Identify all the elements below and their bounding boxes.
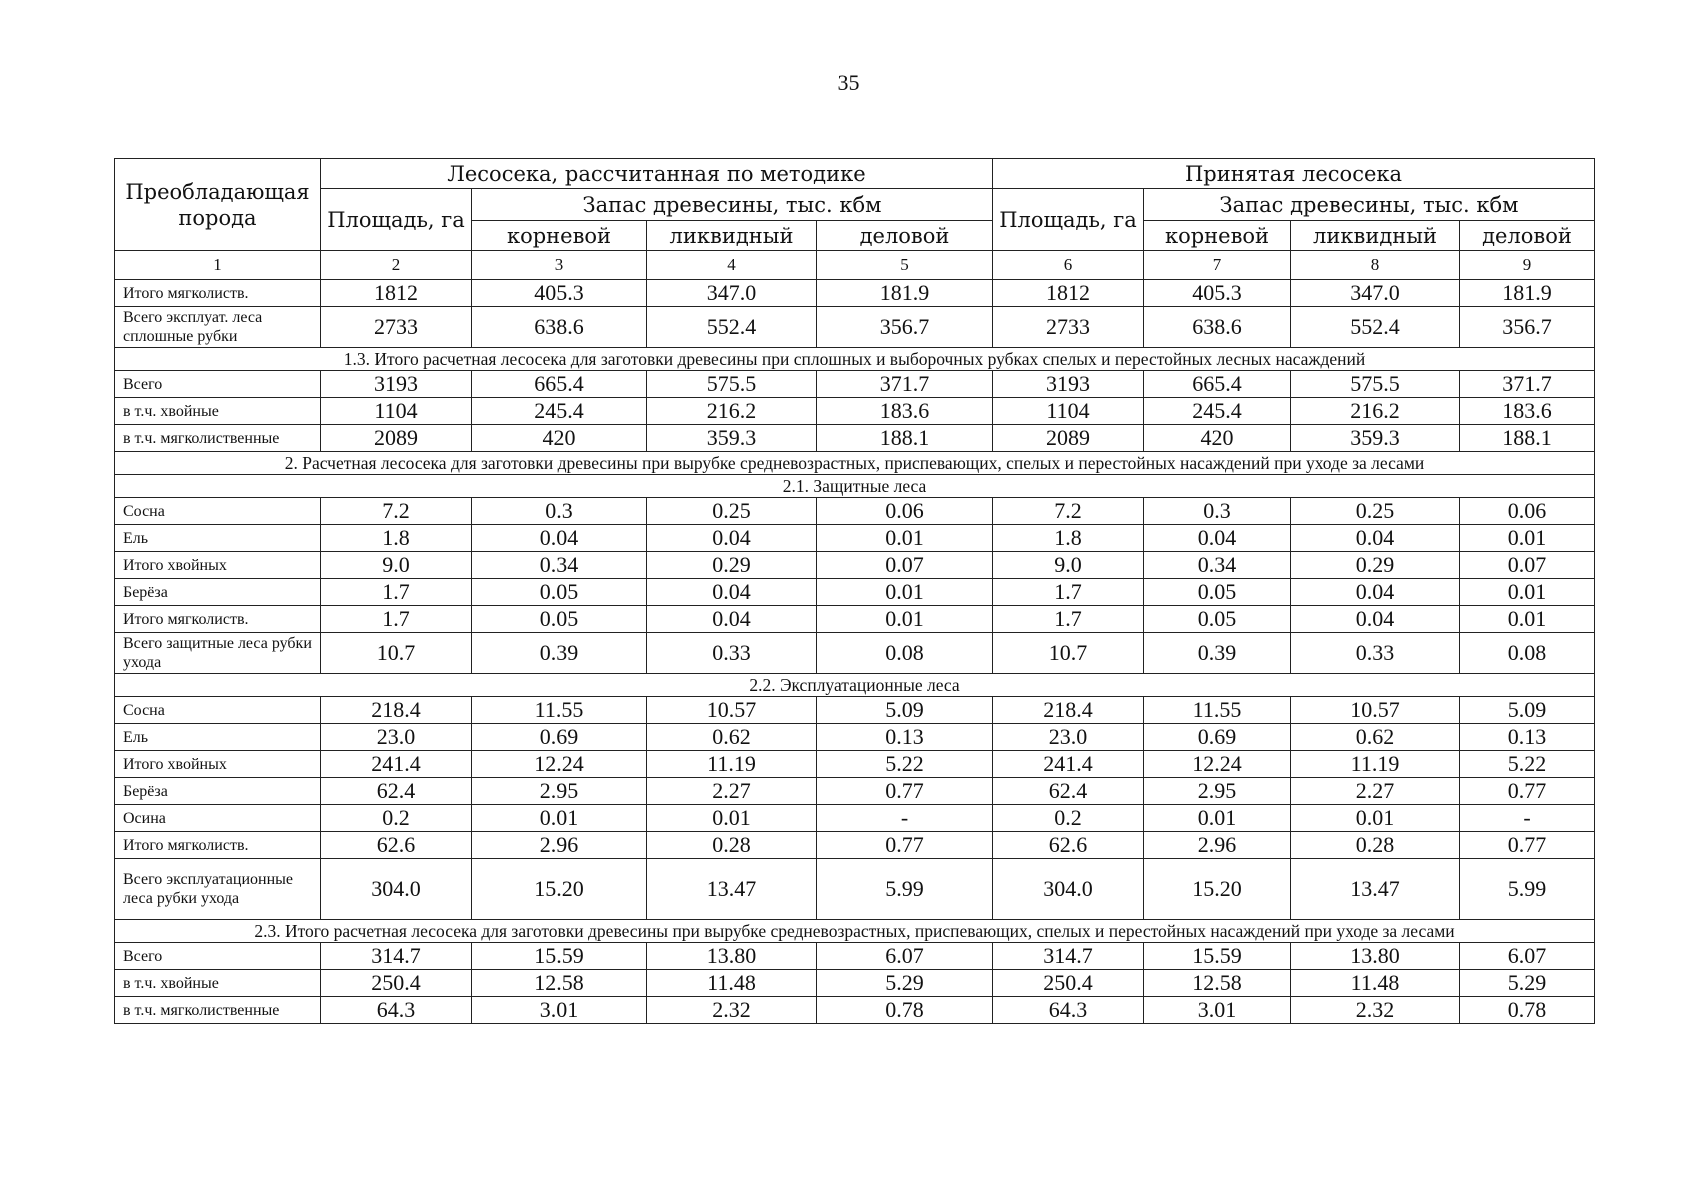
table-cell: 10.57: [647, 697, 817, 724]
table-row: [115, 943, 1595, 970]
row-label: Берёза: [115, 579, 321, 606]
table-cell: 1.8: [321, 525, 472, 552]
header-root-calculated: корневой: [472, 221, 647, 251]
table-row: [115, 724, 1595, 751]
table-cell: 0.78: [817, 997, 993, 1024]
table-body: [115, 280, 1595, 1024]
table-cell: 1.7: [993, 606, 1144, 633]
table-cell: 11.48: [647, 970, 817, 997]
table-cell: 2.96: [1144, 832, 1291, 859]
table-cell: 183.6: [817, 398, 993, 425]
section-title: 2.1. Защитные леса: [115, 475, 1595, 498]
table-cell: 218.4: [321, 697, 472, 724]
table-cell: 420: [1144, 425, 1291, 452]
section-title: 2. Расчетная лесосека для заготовки древесины при вырубке средневозрастных, приспевающих, спелых и перестойных насаждений при уходе за лесами: [115, 452, 1595, 475]
table-cell: 0.13: [1460, 724, 1595, 751]
section-row: [115, 674, 1595, 697]
section-title: 2.3. Итого расчетная лесосека для заготовки древесины при вырубке средневозрастных, приспевающих, спелых и перестойных насаждений при уходе за лесами: [115, 920, 1595, 943]
table-cell: 5.22: [1460, 751, 1595, 778]
section-row: [115, 475, 1595, 498]
row-label: Сосна: [115, 498, 321, 525]
table-row: [115, 579, 1595, 606]
table-row: [115, 307, 1595, 348]
table-cell: 64.3: [321, 997, 472, 1024]
table-cell: 0.33: [1291, 633, 1460, 674]
table-row: [115, 606, 1595, 633]
section-row: [115, 920, 1595, 943]
table-cell: 356.7: [1460, 307, 1595, 348]
table-cell: 216.2: [1291, 398, 1460, 425]
header-business-accepted: деловой: [1460, 221, 1595, 251]
table-cell: 0.77: [1460, 778, 1595, 805]
header-stock-accepted: Запас древесины, тыс. кбм: [1144, 189, 1595, 221]
table-cell: 241.4: [321, 751, 472, 778]
table-row: [115, 525, 1595, 552]
table-row: [115, 859, 1595, 920]
table-cell: 11.19: [647, 751, 817, 778]
header-stock-calculated: Запас древесины, тыс. кбм: [472, 189, 993, 221]
table-cell: 2.95: [1144, 778, 1291, 805]
table-cell: 638.6: [1144, 307, 1291, 348]
header-root-accepted: корневой: [1144, 221, 1291, 251]
table-cell: 0.13: [817, 724, 993, 751]
table-cell: 0.01: [647, 805, 817, 832]
table-cell: 9.0: [321, 552, 472, 579]
table-cell: 552.4: [1291, 307, 1460, 348]
table-cell: 552.4: [647, 307, 817, 348]
table-cell: 5.22: [817, 751, 993, 778]
table-cell: 665.4: [472, 371, 647, 398]
table-row: [115, 805, 1595, 832]
table-cell: 0.62: [647, 724, 817, 751]
column-index: 5: [817, 251, 993, 280]
table-cell: 15.59: [472, 943, 647, 970]
column-index: 4: [647, 251, 817, 280]
row-label: Всего защитные леса рубки ухода: [115, 633, 321, 674]
table-cell: 0.25: [647, 498, 817, 525]
table-cell: 11.48: [1291, 970, 1460, 997]
table-cell: 0.08: [817, 633, 993, 674]
table-cell: 5.99: [817, 859, 993, 920]
table-cell: 347.0: [647, 280, 817, 307]
table-cell: 216.2: [647, 398, 817, 425]
table-cell: 0.01: [1460, 579, 1595, 606]
table-cell: 0.05: [1144, 606, 1291, 633]
table-cell: 1.8: [993, 525, 1144, 552]
table-cell: 0.01: [1460, 525, 1595, 552]
table-cell: 6.07: [1460, 943, 1595, 970]
table-cell: 62.6: [321, 832, 472, 859]
table-row: [115, 997, 1595, 1024]
table-cell: 0.29: [647, 552, 817, 579]
table-cell: 15.20: [1144, 859, 1291, 920]
table-cell: 0.07: [1460, 552, 1595, 579]
table-cell: 0.06: [817, 498, 993, 525]
table-cell: 3193: [321, 371, 472, 398]
row-label: Всего эксплуатационные леса рубки ухода: [115, 859, 321, 920]
table-cell: 13.47: [1291, 859, 1460, 920]
table-cell: 405.3: [472, 280, 647, 307]
table-cell: 181.9: [1460, 280, 1595, 307]
table-cell: 2.27: [647, 778, 817, 805]
header-group-calculated: Лесосека, рассчитанная по методике: [321, 159, 993, 189]
table-cell: 9.0: [993, 552, 1144, 579]
table-cell: 0.06: [1460, 498, 1595, 525]
row-label: Итого мягколиств.: [115, 832, 321, 859]
column-index: 8: [1291, 251, 1460, 280]
table-cell: 0.04: [647, 525, 817, 552]
header-area-calculated: Площадь, га: [321, 189, 472, 251]
table-row: [115, 425, 1595, 452]
row-label: Итого мягколиств.: [115, 606, 321, 633]
table-cell: 0.01: [1291, 805, 1460, 832]
column-index: 3: [472, 251, 647, 280]
table-cell: 0.2: [993, 805, 1144, 832]
column-index: 1: [115, 251, 321, 280]
table-row: [115, 398, 1595, 425]
table-cell: 304.0: [321, 859, 472, 920]
table-cell: 2.96: [472, 832, 647, 859]
table-cell: 0.01: [817, 579, 993, 606]
table-cell: 0.05: [472, 606, 647, 633]
table-cell: 2089: [993, 425, 1144, 452]
table-row: [115, 371, 1595, 398]
table-cell: 0.34: [1144, 552, 1291, 579]
table-cell: 12.58: [472, 970, 647, 997]
table-cell: 405.3: [1144, 280, 1291, 307]
row-label: Сосна: [115, 697, 321, 724]
table-cell: 0.04: [472, 525, 647, 552]
table-cell: 15.20: [472, 859, 647, 920]
row-label: Всего: [115, 371, 321, 398]
table-cell: 13.47: [647, 859, 817, 920]
table-cell: 5.99: [1460, 859, 1595, 920]
table-cell: 3.01: [1144, 997, 1291, 1024]
table-cell: 2089: [321, 425, 472, 452]
table-cell: 7.2: [321, 498, 472, 525]
column-index: 9: [1460, 251, 1595, 280]
table-cell: 314.7: [321, 943, 472, 970]
table-row: [115, 552, 1595, 579]
table-cell: 0.04: [1291, 579, 1460, 606]
table-cell: 62.4: [993, 778, 1144, 805]
table-header: [115, 159, 1595, 280]
table-cell: -: [1460, 805, 1595, 832]
table-cell: 0.05: [472, 579, 647, 606]
table-cell: 12.58: [1144, 970, 1291, 997]
table-cell: 359.3: [647, 425, 817, 452]
table-cell: 0.3: [1144, 498, 1291, 525]
table-cell: 11.19: [1291, 751, 1460, 778]
table-cell: 13.80: [1291, 943, 1460, 970]
table-cell: 0.39: [1144, 633, 1291, 674]
table-cell: 371.7: [1460, 371, 1595, 398]
table-cell: 250.4: [321, 970, 472, 997]
table-cell: 2.32: [1291, 997, 1460, 1024]
table-cell: 0.01: [1460, 606, 1595, 633]
table-cell: 183.6: [1460, 398, 1595, 425]
table-row: [115, 970, 1595, 997]
header-liquid-accepted: ликвидный: [1291, 221, 1460, 251]
row-label: Ель: [115, 525, 321, 552]
table-cell: 1104: [321, 398, 472, 425]
table-cell: 0.04: [1144, 525, 1291, 552]
table-cell: 420: [472, 425, 647, 452]
table-cell: 5.29: [817, 970, 993, 997]
table-cell: 23.0: [321, 724, 472, 751]
row-label: в т.ч. хвойные: [115, 398, 321, 425]
table-cell: 0.78: [1460, 997, 1595, 1024]
table-cell: 0.07: [817, 552, 993, 579]
table-row: [115, 751, 1595, 778]
table-cell: 10.57: [1291, 697, 1460, 724]
table-row: [115, 280, 1595, 307]
row-label: в т.ч. хвойные: [115, 970, 321, 997]
section-row: [115, 348, 1595, 371]
column-index: 6: [993, 251, 1144, 280]
table-cell: 10.7: [993, 633, 1144, 674]
table-cell: 356.7: [817, 307, 993, 348]
table-cell: 0.34: [472, 552, 647, 579]
table-cell: 188.1: [1460, 425, 1595, 452]
row-label: Берёза: [115, 778, 321, 805]
page-number: 35: [837, 70, 860, 95]
table-cell: 0.01: [1144, 805, 1291, 832]
table-cell: 188.1: [817, 425, 993, 452]
table-cell: 314.7: [993, 943, 1144, 970]
table-cell: 0.01: [817, 525, 993, 552]
table-cell: 0.2: [321, 805, 472, 832]
table-cell: 0.08: [1460, 633, 1595, 674]
table-cell: 0.77: [817, 778, 993, 805]
table-cell: 250.4: [993, 970, 1144, 997]
table-cell: 0.77: [1460, 832, 1595, 859]
table-cell: 7.2: [993, 498, 1144, 525]
header-species: Преобладающая порода: [115, 159, 321, 251]
table-cell: 12.24: [1144, 751, 1291, 778]
table-cell: 11.55: [1144, 697, 1291, 724]
row-label: Итого хвойных: [115, 751, 321, 778]
table-cell: 218.4: [993, 697, 1144, 724]
table-cell: 1812: [321, 280, 472, 307]
table-cell: 5.29: [1460, 970, 1595, 997]
header-liquid-calculated: ликвидный: [647, 221, 817, 251]
table-cell: 0.39: [472, 633, 647, 674]
table-cell: 1.7: [321, 579, 472, 606]
table-row: [115, 498, 1595, 525]
table-cell: 1.7: [993, 579, 1144, 606]
row-label: в т.ч. мягколиственные: [115, 425, 321, 452]
table-cell: 241.4: [993, 751, 1144, 778]
table-cell: 0.01: [472, 805, 647, 832]
table-cell: 0.05: [1144, 579, 1291, 606]
section-title: 1.3. Итого расчетная лесосека для заготовки древесины при сплошных и выборочных рубках спелых и перестойных лесных насаждений: [115, 348, 1595, 371]
table-cell: 1104: [993, 398, 1144, 425]
column-index: 7: [1144, 251, 1291, 280]
table-cell: 13.80: [647, 943, 817, 970]
table-cell: 0.01: [817, 606, 993, 633]
row-label: Всего эксплуат. леса сплошные рубки: [115, 307, 321, 348]
table-cell: 0.69: [1144, 724, 1291, 751]
table-cell: 62.6: [993, 832, 1144, 859]
forest-cutting-table: [114, 158, 1595, 1024]
table-cell: 0.29: [1291, 552, 1460, 579]
table-cell: 245.4: [472, 398, 647, 425]
table-cell: 359.3: [1291, 425, 1460, 452]
header-area-accepted: Площадь, га: [993, 189, 1144, 251]
row-label: Итого хвойных: [115, 552, 321, 579]
table-cell: 181.9: [817, 280, 993, 307]
table-cell: 15.59: [1144, 943, 1291, 970]
row-label: Всего: [115, 943, 321, 970]
table-row: [115, 697, 1595, 724]
table-cell: 6.07: [817, 943, 993, 970]
table-cell: 638.6: [472, 307, 647, 348]
table-cell: 304.0: [993, 859, 1144, 920]
table-cell: 5.09: [1460, 697, 1595, 724]
table-cell: 0.04: [1291, 606, 1460, 633]
row-label: Осина: [115, 805, 321, 832]
table-cell: 10.7: [321, 633, 472, 674]
table-cell: 371.7: [817, 371, 993, 398]
table-cell: 575.5: [647, 371, 817, 398]
table-cell: 2.27: [1291, 778, 1460, 805]
table-cell: 2.32: [647, 997, 817, 1024]
column-index: 2: [321, 251, 472, 280]
table-cell: 0.77: [817, 832, 993, 859]
table-cell: 1.7: [321, 606, 472, 633]
column-index-row: [115, 251, 1595, 280]
header-group-accepted: Принятая лесосека: [993, 159, 1595, 189]
table-cell: 2733: [993, 307, 1144, 348]
table-cell: 0.33: [647, 633, 817, 674]
table-row: [115, 832, 1595, 859]
table-cell: 347.0: [1291, 280, 1460, 307]
table-cell: 0.04: [647, 606, 817, 633]
row-label: Ель: [115, 724, 321, 751]
table-cell: 665.4: [1144, 371, 1291, 398]
table-cell: 2.95: [472, 778, 647, 805]
table-cell: 575.5: [1291, 371, 1460, 398]
table-cell: 12.24: [472, 751, 647, 778]
table-cell: 2733: [321, 307, 472, 348]
section-title: 2.2. Эксплуатационные леса: [115, 674, 1595, 697]
row-label: в т.ч. мягколиственные: [115, 997, 321, 1024]
table-cell: 245.4: [1144, 398, 1291, 425]
header-business-calculated: деловой: [817, 221, 993, 251]
table-cell: 0.62: [1291, 724, 1460, 751]
table-cell: 3193: [993, 371, 1144, 398]
table-cell: 5.09: [817, 697, 993, 724]
table-cell: 3.01: [472, 997, 647, 1024]
table-cell: 0.3: [472, 498, 647, 525]
table-cell: 1812: [993, 280, 1144, 307]
table-row: [115, 633, 1595, 674]
table-cell: 0.28: [647, 832, 817, 859]
table-cell: 0.04: [1291, 525, 1460, 552]
row-label: Итого мягколиств.: [115, 280, 321, 307]
table-cell: 0.28: [1291, 832, 1460, 859]
table-row: [115, 778, 1595, 805]
table-cell: 0.04: [647, 579, 817, 606]
section-row: [115, 452, 1595, 475]
table-cell: 0.69: [472, 724, 647, 751]
table-cell: 64.3: [993, 997, 1144, 1024]
table-cell: 0.25: [1291, 498, 1460, 525]
table-cell: -: [817, 805, 993, 832]
table-cell: 23.0: [993, 724, 1144, 751]
table-cell: 62.4: [321, 778, 472, 805]
table-cell: 11.55: [472, 697, 647, 724]
